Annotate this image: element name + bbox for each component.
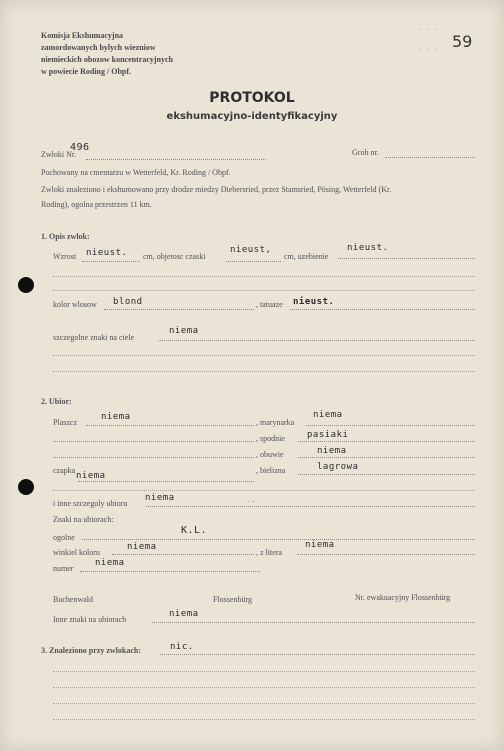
teeth-line [338, 258, 475, 259]
grave-label: Grob nr. [352, 148, 379, 157]
corner-marks: · · · [418, 26, 440, 34]
blank-rule [53, 276, 475, 277]
general-marks-value: K.L. [181, 525, 208, 536]
jacket-label: , marynarka [256, 418, 295, 427]
blank-rule [53, 703, 475, 704]
coat-line [86, 425, 254, 426]
blank-rule [53, 719, 475, 720]
other-marks-label: Inne znaki na ubiorach [53, 615, 127, 624]
other-marks-value: niema [169, 609, 199, 619]
found-items-value: nic. [170, 642, 194, 652]
coat-value: niema [101, 412, 131, 422]
coat-label: Plaszcz [53, 418, 77, 427]
height-value: nieust. [86, 248, 128, 258]
general-marks-line [82, 539, 475, 540]
teeth-label: cm, uzebienie [284, 252, 329, 261]
marks-label: szczegolne znaki na ciele [53, 333, 135, 342]
marks-value: niema [169, 326, 199, 336]
remains-label: Zwloki Nr. [41, 150, 77, 159]
tattoo-label: , tatuaze [256, 300, 283, 309]
org-line: Komisja Ekshumacyjna [41, 31, 124, 40]
ink-dots: · · [247, 498, 254, 506]
shoes-label: , obuwie [256, 450, 284, 459]
underwear-line [298, 474, 475, 475]
hair-line [104, 309, 254, 310]
cap-value: niema [76, 471, 106, 481]
trousers-value: pasiaki [307, 430, 349, 440]
cap-line [78, 481, 254, 482]
exhumation-distance: Roding), ogolna przestrzen 11 km. [41, 200, 152, 209]
blank-rule [53, 490, 475, 491]
camp-flossenburg: Flossenbürg [213, 595, 252, 604]
hair-value: blond [113, 297, 143, 307]
general-marks-label: ogolne [53, 533, 75, 542]
triangle-color-line [112, 554, 254, 555]
commission-header [41, 30, 173, 78]
hair-label: kolor wlosow [53, 300, 97, 309]
grave-line [385, 157, 475, 158]
blank-rule [53, 687, 475, 688]
org-line: zamordowanych bylych wiezniow [41, 43, 156, 52]
teeth-value: nieust. [347, 243, 389, 253]
exhumation-location: Zwloki znaleziono i ekshumowano przy drodze miedzy Diebersried, przez Stamsried, Pösing, Wetterfeld (Kr. [41, 185, 392, 194]
section-heading-clothing: 2. Ubior: [41, 397, 72, 406]
underwear-label: , bielizna [256, 466, 286, 475]
skull-line [226, 261, 281, 262]
skull-label: cm, objetosc czaski [143, 252, 206, 261]
burial-place: Pochowany na cmentarzu w Wetterfeld, Kr. Roding / Obpf. [41, 168, 231, 177]
blank-rule [53, 671, 475, 672]
other-clothing-value: niema [145, 493, 175, 503]
blank-line [53, 457, 254, 458]
blank-line [53, 441, 254, 442]
tattoo-line [290, 309, 475, 310]
triangle-color-label: winkiel koloru [53, 548, 100, 557]
height-label: Wzrost [53, 252, 77, 261]
cap-label: czapka [53, 466, 76, 475]
org-line: w powiecie Roding / Obpf. [41, 67, 132, 76]
number-label: numer [53, 564, 74, 573]
punch-hole [18, 277, 34, 293]
evacuation-number-label: Nr. ewakuacyjny Flossenbürg [355, 593, 451, 602]
punch-hole [18, 479, 34, 495]
other-marks-line [152, 622, 475, 623]
clothing-marks-heading: Znaki na ubiorach: [53, 515, 114, 524]
letter-label: , z litera [256, 548, 282, 557]
shoes-line [298, 457, 475, 458]
other-clothing-line [146, 506, 475, 507]
form-subtitle: ekshumacyjno-identyfikacyjny [166, 111, 338, 122]
section-heading-body: 1. Opis zwlok: [41, 232, 90, 241]
tattoo-value: nieust. [293, 297, 335, 307]
jacket-value: niema [313, 410, 343, 420]
underwear-value: lagrowa [317, 462, 359, 472]
jacket-line [306, 425, 475, 426]
shoes-value: niema [317, 446, 347, 456]
camp-buchenwald: Buchenwald [53, 595, 93, 604]
found-items-line [160, 654, 475, 655]
triangle-color-value: niema [127, 542, 157, 552]
other-clothing-label: i inne szczegoly ubioru [53, 499, 128, 508]
number-value: niema [95, 558, 125, 568]
trousers-label: , spodnie [256, 434, 285, 443]
blank-rule [53, 371, 475, 372]
remains-line [86, 159, 266, 160]
form-title: PROTOKOL [209, 90, 295, 106]
section-heading-found-items: 3. Znaleziono przy zwlokach: [41, 646, 141, 655]
skull-value: nieust, [230, 245, 272, 255]
blank-rule [53, 290, 475, 291]
org-line: niemieckich obozow koncentracyjnych [41, 55, 173, 64]
marks-line [158, 340, 475, 341]
letter-value: niema [305, 540, 335, 550]
trousers-line [298, 441, 475, 442]
page-number: 59 [452, 32, 473, 51]
number-line [80, 571, 260, 572]
letter-line [297, 554, 475, 555]
blank-rule [53, 355, 475, 356]
remains-number: 496 [70, 142, 90, 153]
corner-marks: - - - [418, 46, 440, 54]
height-line [82, 261, 140, 262]
